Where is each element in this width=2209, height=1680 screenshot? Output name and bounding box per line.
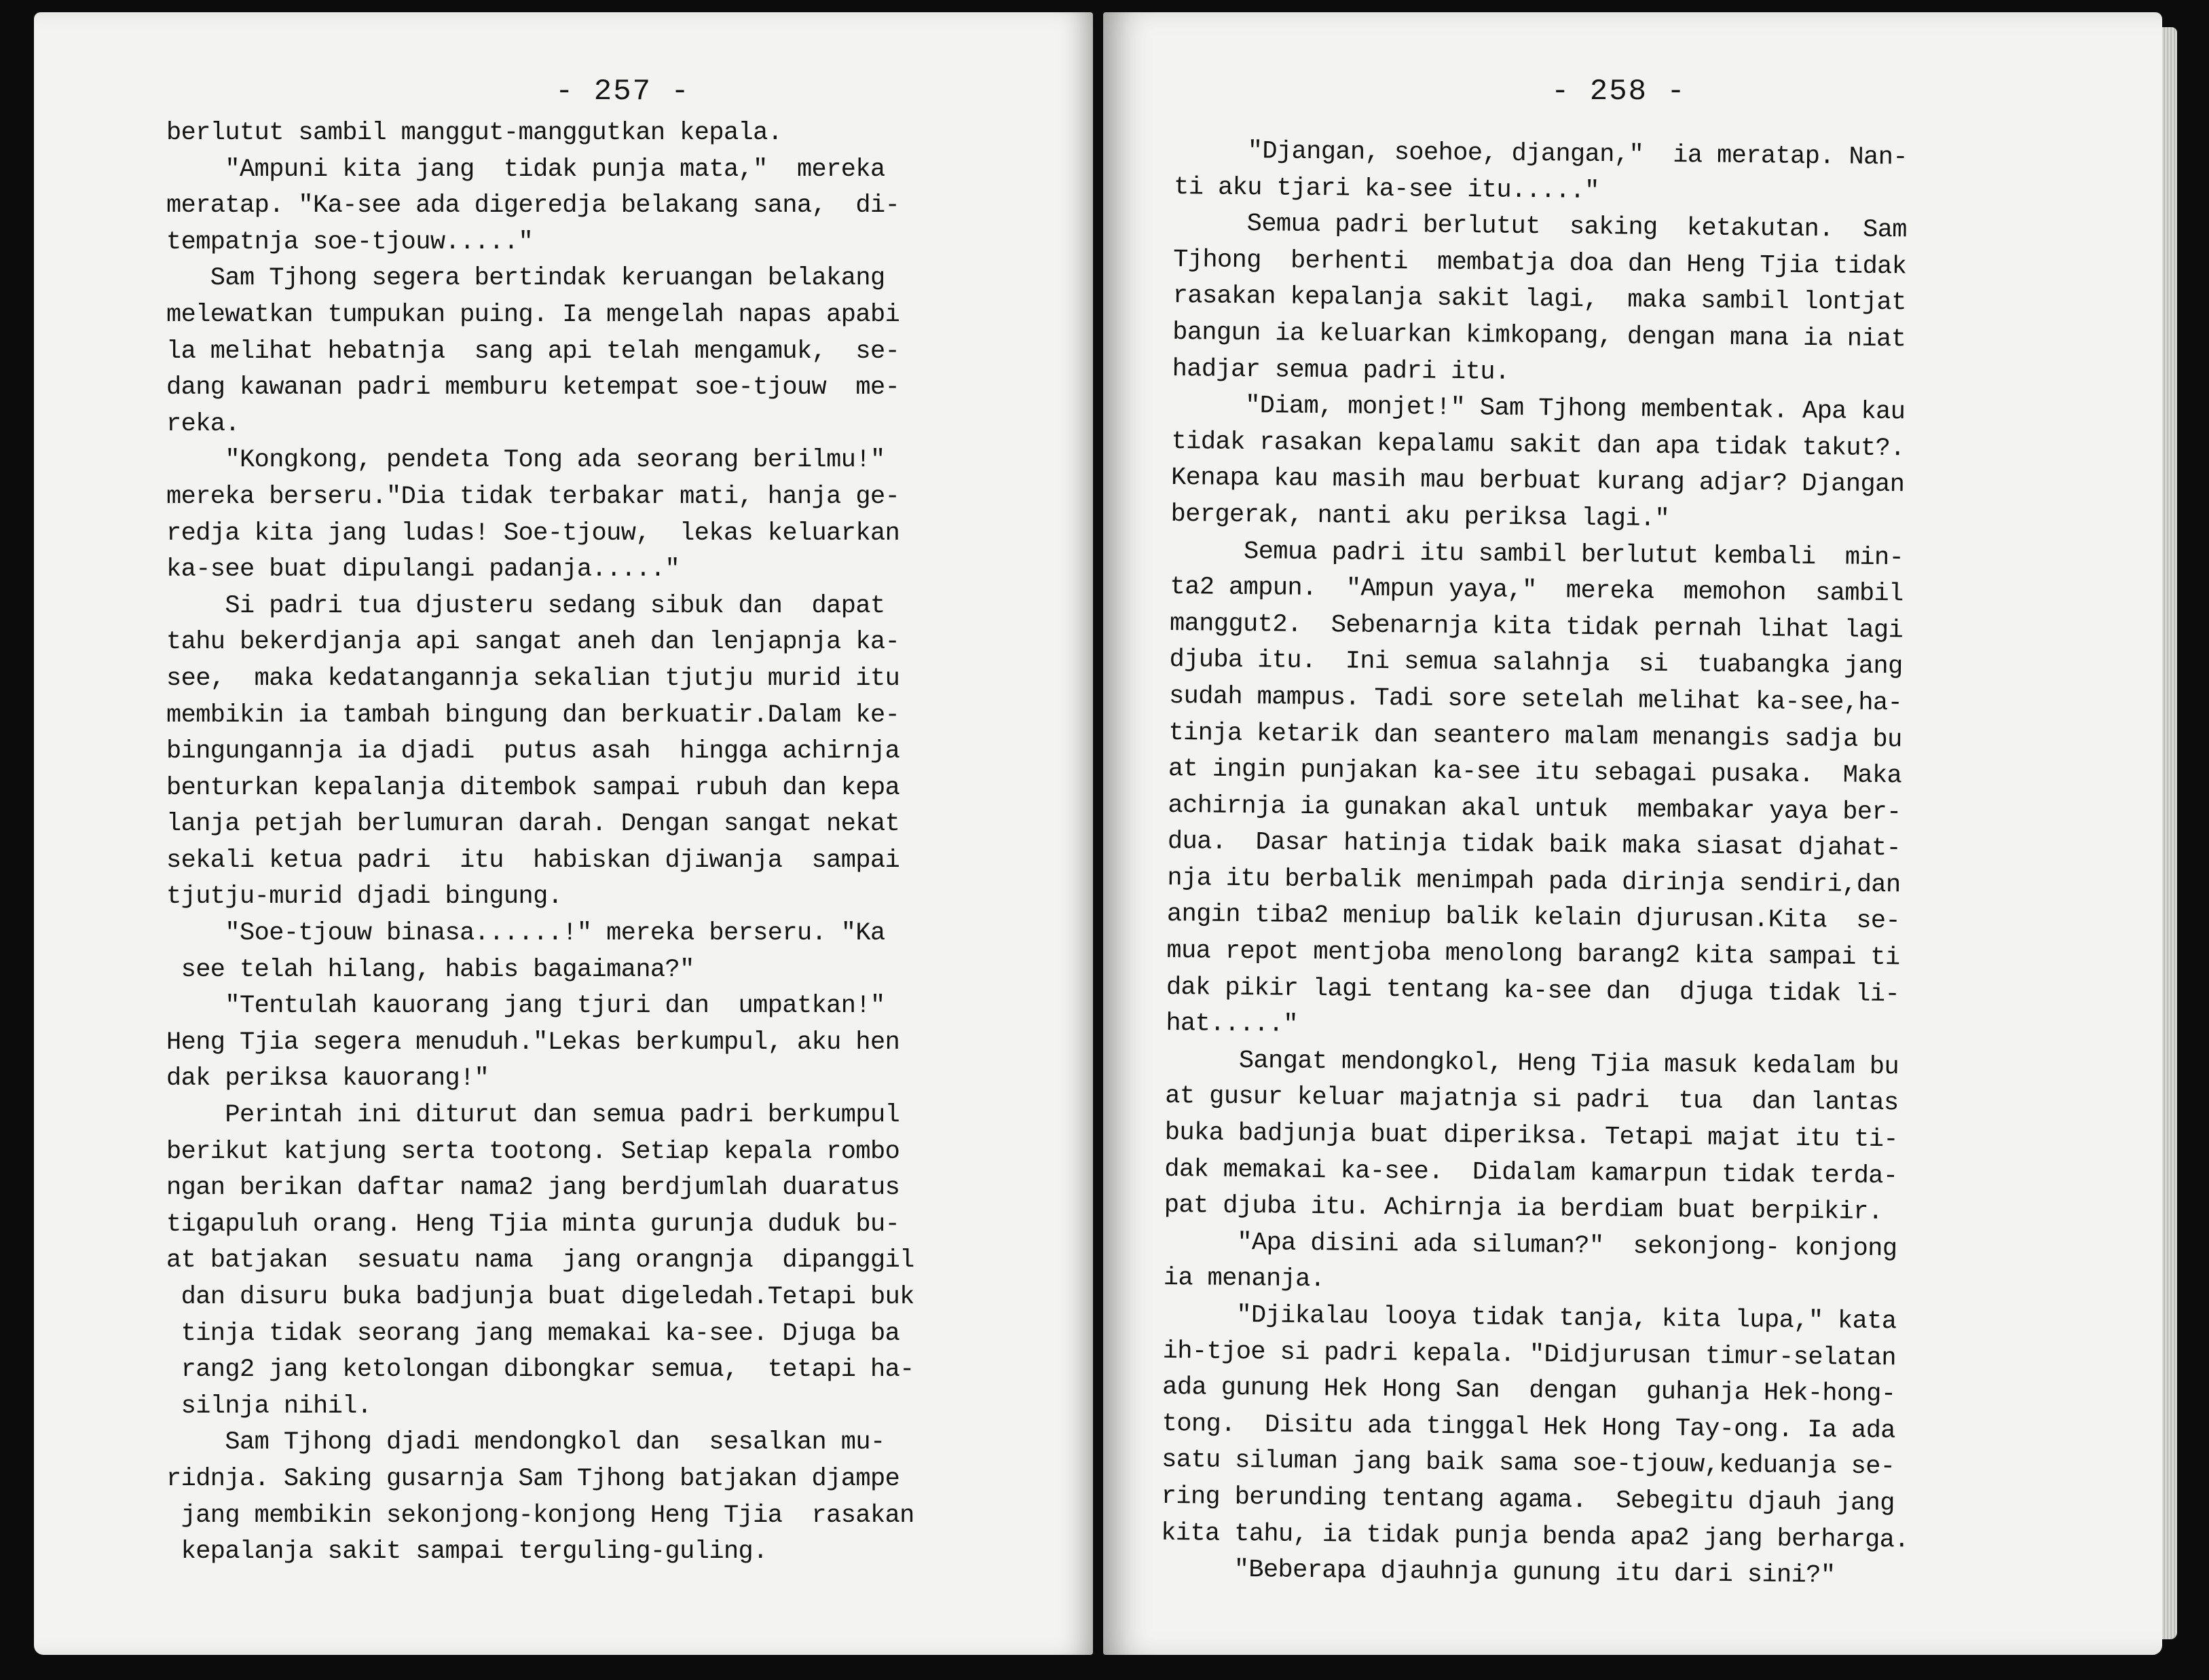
text-line: "Kongkong, pendeta Tong ada seorang berilmu!" <box>166 446 885 475</box>
text-line: sekali ketua padri itu habiskan djiwanja sampai <box>166 846 900 875</box>
text-line: tahu bekerdjanja api sangat aneh dan lenjapnja ka- <box>166 628 900 657</box>
text-line: ada gunung Hek Hong San dengan guhanja Hek-hong- <box>1162 1373 1896 1409</box>
text-line: melewatkan tumpukan puing. Ia mengelah napas apabi <box>166 300 900 329</box>
text-line: at gusur keluar majatnja si padri tua dan lantas <box>1165 1082 1899 1118</box>
text-line: bingungannja ia djadi putus asah hingga achirnja <box>166 737 900 766</box>
text-line: ia menanja. <box>1163 1264 1325 1294</box>
text-line: Tjhong berhenti membatja doa dan Heng Tjia tidak <box>1173 245 1907 282</box>
text-line: mua repot mentjoba menolong barang2 kita sampai ti <box>1166 937 1900 973</box>
text-line: Si padri tua djusteru sedang sibuk dan dapat <box>166 591 885 620</box>
text-line: reka. <box>166 409 240 438</box>
text-line: "Djangan, soehoe, djangan," ia meratap. Nan- <box>1174 136 1908 172</box>
text-line: ridnja. Saking gusarnja Sam Tjhong batjakan djampe <box>166 1464 900 1493</box>
text-line: rasakan kepalanja sakit lagi, maka sambil lontjat <box>1172 282 1907 318</box>
text-line: rang2 jang ketolongan dibongkar semua, tetapi ha- <box>166 1356 914 1385</box>
text-line: ta2 ampun. "Ampun yaya," mereka memohon sambil <box>1170 573 1904 609</box>
text-line: ngan berikan daftar nama2 jang berdjumlah duaratus <box>166 1174 900 1203</box>
text-line: tinja ketarik dan seantero malam menangis sadja bu <box>1168 718 1902 754</box>
text-line: mereka berseru."Dia tidak terbakar mati, hanja ge- <box>166 482 900 511</box>
text-line: ka-see buat dipulangi padanja....." <box>166 555 680 584</box>
text-line: dak periksa kauorang!" <box>166 1064 489 1094</box>
text-line: see telah hilang, habis bagaimana?" <box>166 955 694 984</box>
page-text <box>166 115 914 1571</box>
text-line: tinja tidak seorang jang memakai ka-see. Djuga ba <box>166 1319 900 1348</box>
text-line: lanja petjah berlumuran darah. Dengan sangat nekat <box>166 810 900 839</box>
right-page <box>1103 12 2162 1655</box>
text-line: "Djikalau looya tidak tanja, kita lupa," kata <box>1163 1300 1897 1337</box>
text-line: dan disuru buka badjunja buat digeledah.Tetapi buk <box>166 1283 914 1311</box>
text-line: buka badjunja buat diperiksa. Tetapi majat itu ti- <box>1164 1118 1899 1155</box>
text-line: dak pikir lagi tentang ka-see dan djuga tidak li- <box>1166 973 1900 1009</box>
text-line: benturkan kepalanja ditembok sampai rubuh dan kepa <box>166 773 900 802</box>
text-line: manggut2. Sebenarnja kita tidak pernah lihat lagi <box>1169 609 1904 646</box>
page-number: - 258 - <box>1551 75 1686 109</box>
text-line: tjutju-murid djadi bingung. <box>166 882 563 912</box>
text-line: hat....." <box>1166 1009 1299 1040</box>
text-line: "Apa disini ada siluman?" sekonjong- konjong <box>1164 1227 1897 1264</box>
text-line: meratap. "Ka-see ada digeredja belakang sana, di- <box>166 191 900 221</box>
text-line: dua. Dasar hatinja tidak baik maka siasat djahat- <box>1167 827 1901 863</box>
text-line: see, maka kedatangannja sekalian tjutju murid itu <box>166 664 900 693</box>
text-line: "Soe-tjouw binasa......!" mereka berseru. "Ka <box>166 919 885 948</box>
text-line: tong. Disitu ada tinggal Hek Hong Tay-ong. Ia ada <box>1162 1409 1896 1446</box>
text-line: Semua padri berlutut saking ketakutan. Sam <box>1173 209 1908 245</box>
text-line: tempatnja soe-tjouw....." <box>166 227 534 257</box>
text-line: dak memakai ka-see. Didalam kamarpun tidak terda- <box>1164 1155 1898 1191</box>
text-line: Perintah ini diturut dan semua padri berkumpul <box>166 1101 900 1130</box>
text-line: achirnja ia gunakan akal untuk membakar yaya ber- <box>1168 791 1901 827</box>
text-line: satu siluman jang baik sama soe-tjouw,keduanja se- <box>1162 1446 1895 1482</box>
text-line: berlutut sambil manggut-manggutkan kepala. <box>166 119 783 147</box>
text-line: "Ampuni kita jang tidak punja mata," mereka <box>166 155 885 184</box>
text-line: at batjakan sesuatu nama jang orangnja dipanggil <box>166 1246 914 1275</box>
text-line: jang membikin sekonjong-konjong Heng Tjia rasakan <box>166 1501 914 1530</box>
text-line: ring berunding tentang agama. Sebegitu djauh jang <box>1161 1482 1895 1518</box>
book-page-edge <box>2162 27 2177 1639</box>
page-text <box>1160 133 1922 1595</box>
text-line: kepalanja sakit sampai terguling-guling. <box>166 1537 768 1567</box>
text-line: pat djuba itu. Achirnja ia berdiam buat berpikir. <box>1164 1191 1883 1227</box>
text-line: tigapuluh orang. Heng Tjia minta gurunja duduk bu- <box>166 1210 900 1239</box>
text-line: "Beberapa djauhnja gunung itu dari sini?" <box>1160 1555 1836 1590</box>
text-line: kita tahu, ia tidak punja benda apa2 jang berharga. <box>1160 1518 1910 1555</box>
left-page <box>34 12 1093 1655</box>
page-number: - 257 - <box>555 75 690 109</box>
text-line: hadjar semua padri itu. <box>1172 354 1510 387</box>
text-line: Semua padri itu sambil berlutut kembali min- <box>1170 536 1904 572</box>
text-line: dang kawanan padri memburu ketempat soe-tjouw me- <box>166 373 900 403</box>
text-line: ti aku tjari ka-see itu....." <box>1174 172 1599 206</box>
text-line: redja kita jang ludas! Soe-tjouw, lekas keluarkan <box>166 519 900 548</box>
text-line: bangun ia keluarkan kimkopang, dengan mana ia niat <box>1172 318 1906 354</box>
text-line: Sam Tjhong segera bertindak keruangan belakang <box>166 264 885 293</box>
text-line: bergerak, nanti aku periksa lagi." <box>1170 500 1670 534</box>
text-line: at ingin punjakan ka-see itu sebagai pusaka. Maka <box>1168 755 1902 791</box>
text-line: angin tiba2 meniup balik kelain djurusan.Kita se- <box>1166 900 1901 936</box>
text-line: "Diam, monjet!" Sam Tjhong membentak. Apa kau <box>1171 391 1906 427</box>
text-line: tidak rasakan kepalamu sakit dan apa tidak takut?. <box>1171 427 1905 464</box>
text-line: "Tentulah kauorang jang tjuri dan umpatkan!" <box>166 992 885 1021</box>
text-line: nja itu berbalik menimpah pada dirinja sendiri,dan <box>1167 863 1901 900</box>
text-line: la melihat hebatnja sang api telah mengamuk, se- <box>166 337 900 366</box>
text-line: Sam Tjhong djadi mendongkol dan sesalkan mu- <box>166 1428 885 1457</box>
text-line: Kenapa kau masih mau berbuat kurang adjar? Djangan <box>1170 464 1905 500</box>
text-line: djuba itu. Ini semua salahnja si tuabangka jang <box>1169 646 1903 682</box>
text-line: membikin ia tambah bingung dan berkuatir.Dalam ke- <box>166 701 900 730</box>
text-line: Sangat mendongkol, Heng Tjia masuk kedalam bu <box>1165 1045 1899 1082</box>
text-line: silnja nihil. <box>166 1392 372 1421</box>
text-line: Heng Tjia segera menuduh."Lekas berkumpul, aku hen <box>166 1028 900 1057</box>
text-line: berikut katjung serta tootong. Setiap kepala rombo <box>166 1137 900 1166</box>
text-line: sudah mampus. Tadi sore setelah melihat ka-see,ha- <box>1168 682 1903 718</box>
text-line: ih-tjoe si padri kepala. "Didjurusan timur-selatan <box>1162 1337 1897 1373</box>
